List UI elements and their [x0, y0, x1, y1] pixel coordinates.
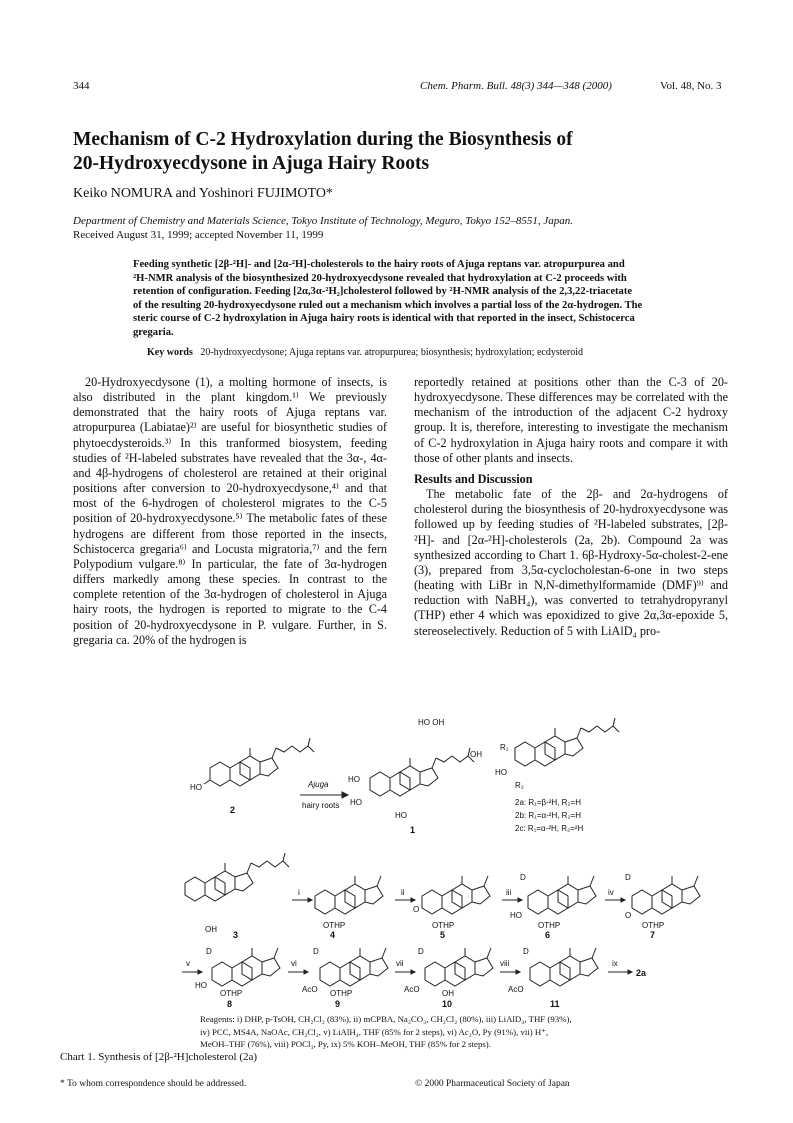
legend-2c: 2c: R₁=α-²H, R₂=²H [515, 824, 584, 833]
journal-citation: Chem. Pharm. Bull. 48(3) 344—348 (2000) [420, 80, 612, 92]
reagents-list [200, 1013, 760, 1051]
compound-10-structure [425, 948, 493, 986]
intro-paragraph-cont: reportedly retained at positions other than the C-3 of 20-hydroxyecdysone. These differences may be correlated with the mechanism of the introduction of the adjacent C-2 hydroxy group. It is, therefore, interesting to investigate the mechanism of C-2 hydroxylation in Ajuga hairy roots and compare it with those of other plants and insects. [414, 375, 728, 465]
step-label: vii [396, 959, 404, 968]
hooh-label: HO OH [418, 718, 445, 727]
compound-label: 6 [545, 930, 551, 940]
ho-label: HO [348, 775, 360, 784]
step-label: iv [608, 888, 614, 897]
abstract-line: retention of configuration. Feeding [2α,3α-²H₂]cholesterol followed by ²H-NMR analysis of the 2,3,22-triacetate [133, 286, 633, 298]
d-label: D [520, 873, 526, 882]
step-label: ix [612, 959, 618, 968]
compound-label: 4 [330, 930, 336, 940]
legend-2a: 2a: R₁=β-²H, R₂=H [515, 798, 581, 807]
compound-label: 2 [230, 805, 236, 815]
chart-caption: Chart 1. Synthesis of [2β-²H]cholesterol (2a) [60, 1051, 258, 1063]
oh-label: OH [470, 750, 482, 759]
ho-label: HO [195, 981, 207, 990]
d-label: D [313, 947, 319, 956]
compound-5-structure [422, 876, 490, 914]
aco-label: AcO [508, 985, 524, 994]
left-column [73, 375, 387, 648]
abstract-line: Feeding synthetic [2β-²H]- and [2α-²H]-cholesterols to the hairy roots of Ajuga reptans var. atropurpurea and [133, 259, 625, 270]
abstract-line: ²H-NMR analysis of the biosynthesized 20-hydroxyecdysone revealed that hydroxylation at C-2 proceeds with [133, 272, 627, 284]
intro-paragraph: 20-Hydroxyecdysone (1), a molting hormone of insects, is also distributed in the plant kingdom.¹⁾ We previously demonstrated that the hairy roots of Ajuga reptans var. atropurpurea (Labiatae)²⁾ are useful for biosynthetic studies of phytoecdysteroids.³⁾ In this tranformed biosystem, feeding studies of ²H-labeled substrates have revealed that the 3α-, 4α- and 4β-hydrogens of cholesterol are retained at their original positions after conversion to 20-hydroxyecdysone,⁴⁾ and that most of the 6-hydrogen of cholesterol migrates to the C-5 position of 20-hydroxyecdysone.⁵⁾ The metabolic fates of these hydrogens are different from those reported in the insects, Schistocerca gregaria⁶⁾ and Locusta migratoria,⁷⁾ and the fern Polypodium vulgare.⁸⁾ In particular, the fate of 3α-hydrogen differs markedly among these species. In contrast to the complete retention of the 3α-hydrogen of cholesterol in Ajuga hairy roots, the hydrogen is reported to migrate to the C-4 position of 20-hydroxyecdysone in P. vulgare. Further, in S. gregaria ca. 20% of the hydrogen is [73, 375, 387, 647]
reagents-line: iv) PCC, MS4A, NaOAc, CH₂Cl₂, v) LiAlH₄, THF (85% for 2 steps), vi) Ac₂O, Py (91%), vii) H⁺, [200, 1026, 549, 1037]
o-label: O [413, 905, 420, 914]
footnote: * To whom correspondence should be addressed. [60, 1079, 247, 1089]
d-label: D [206, 947, 212, 956]
ho-label: HO [350, 798, 362, 807]
abstract-line: gregaria. [133, 326, 174, 338]
oh-label: OH [205, 925, 217, 934]
compound-label: 10 [442, 999, 453, 1009]
compound-4-structure [315, 876, 383, 914]
othp-label: OTHP [323, 921, 346, 930]
compound-label: 8 [227, 999, 233, 1009]
othp-label: OTHP [642, 921, 665, 930]
othp-label: OTHP [220, 989, 243, 998]
synthesis-scheme [170, 700, 740, 1010]
results-paragraph: The metabolic fate of the 2β- and 2α-hydrogens of cholesterol during the biosynthesis of 20-hydroxyecdysone was followed up by feeding studies of ²H-labeled substrates, [2β-²H]- and [2α-²H]-cholesterols (2a, 2b). Compound 2a was synthesized according to Chart 1. 6β-Hydroxy-5α-cholest-2-ene (3), prepared from 3,5α-cyclocholestan-6-one in two steps (heating with LiBr in N,N-dimethylformamide (DMF)⁹⁾ and reduction with NaBH₄), was converted to tetrahydropyranyl (THP) ether 4 which was epoxidized to give 2α,3α-epoxide 5, stereoselectively. Reduction of 5 with LiAlD₄ pro- [414, 487, 728, 638]
ho-label: HO [495, 768, 507, 777]
othp-label: OTHP [330, 989, 353, 998]
right-column [414, 375, 728, 639]
compound-label: 9 [335, 999, 341, 1009]
compound-8-structure [212, 948, 280, 986]
oh-label: OH [442, 989, 454, 998]
aco-label: AcO [302, 985, 318, 994]
keywords-label: Key words [147, 347, 193, 358]
received-dates: Received August 31, 1999; accepted November 11, 1999 [73, 229, 324, 241]
step-label: i [298, 888, 300, 897]
section-heading: Results and Discussion [414, 471, 533, 486]
ho-label: HO [510, 911, 522, 920]
d-label: D [418, 947, 424, 956]
arrow-label-top: Ajuga [308, 780, 329, 789]
authors: Keiko NOMURA and Yoshinori FUJIMOTO* [73, 186, 333, 201]
o-label: O [625, 911, 632, 920]
compound-label: 11 [550, 999, 560, 1009]
d-label: D [523, 947, 529, 956]
copyright: © 2000 Pharmaceutical Society of Japan [415, 1079, 570, 1089]
reagents-line: Reagents: i) DHP, p-TsOH, CH₂Cl₂ (83%), ii) mCPBA, Na₂CO₃, CH₂Cl₂ (80%), iii) LiAlD₄, THF (93%), [200, 1014, 572, 1024]
compound-label: 3 [233, 930, 239, 940]
step-label: v [186, 959, 190, 968]
title-line-2: 20-Hydroxyecdysone in Ajuga Hairy Roots [73, 153, 430, 174]
compound-3-structure [185, 853, 289, 901]
title-line-1: Mechanism of C-2 Hydroxylation during the Biosynthesis of [73, 129, 573, 150]
compound-11-structure [530, 948, 598, 986]
compound-1-structure [370, 748, 474, 796]
keywords-list: 20-hydroxyecdysone; Ajuga reptans var. atropurpurea; biosynthesis; hydroxylation; ecdysteroid [200, 347, 584, 358]
article-title [73, 128, 733, 176]
keywords [147, 347, 747, 358]
volume-issue: Vol. 48, No. 3 [660, 80, 722, 92]
abstract-line: steric course of C-2 hydroxylation in Ajuga hairy roots is identical with that reported in the insect, Schistocerca [133, 313, 635, 325]
abstract [133, 258, 725, 340]
compound-label: 2a [636, 968, 647, 978]
othp-label: OTHP [538, 921, 561, 930]
compound-label: 1 [410, 825, 416, 835]
page-number: 344 [73, 80, 90, 92]
compound-2abc-structure [515, 718, 619, 766]
compound-label: 7 [650, 930, 656, 940]
step-label: iii [506, 888, 512, 897]
compound-2-structure [204, 738, 314, 786]
step-label: vi [291, 959, 297, 968]
reagents-line: MeOH–THF (76%), viii) POCl₃, Py, ix) 5% KOH–MeOH, THF (85% for 2 steps). [200, 1039, 491, 1049]
compound-label: 5 [440, 930, 446, 940]
r2-label: R₂ [515, 781, 524, 790]
d-label: D [625, 873, 631, 882]
step-label: ii [401, 888, 405, 897]
compound-6-structure [528, 876, 596, 914]
aco-label: AcO [404, 985, 420, 994]
compound-7-structure [632, 876, 700, 914]
othp-label: OTHP [432, 921, 455, 930]
step-label: viii [500, 959, 510, 968]
affiliation: Department of Chemistry and Materials Science, Tokyo Institute of Technology, Meguro, Tokyo 152–8551, Japan. [73, 215, 574, 227]
ho-label: HO [190, 783, 202, 792]
compound-9-structure [320, 948, 388, 986]
legend-2b: 2b: R₁=α-²H, R₂=H [515, 811, 581, 820]
arrow-label-bottom: hairy roots [302, 801, 340, 810]
ho-label: HO [395, 811, 407, 820]
r1-label: R₁ [500, 743, 509, 752]
affiliation-block [73, 214, 733, 242]
abstract-line: of the resulting 20-hydroxyecdysone ruled out a mechanism which involves a partial loss of the 2α-hydrogen. The [133, 299, 643, 311]
